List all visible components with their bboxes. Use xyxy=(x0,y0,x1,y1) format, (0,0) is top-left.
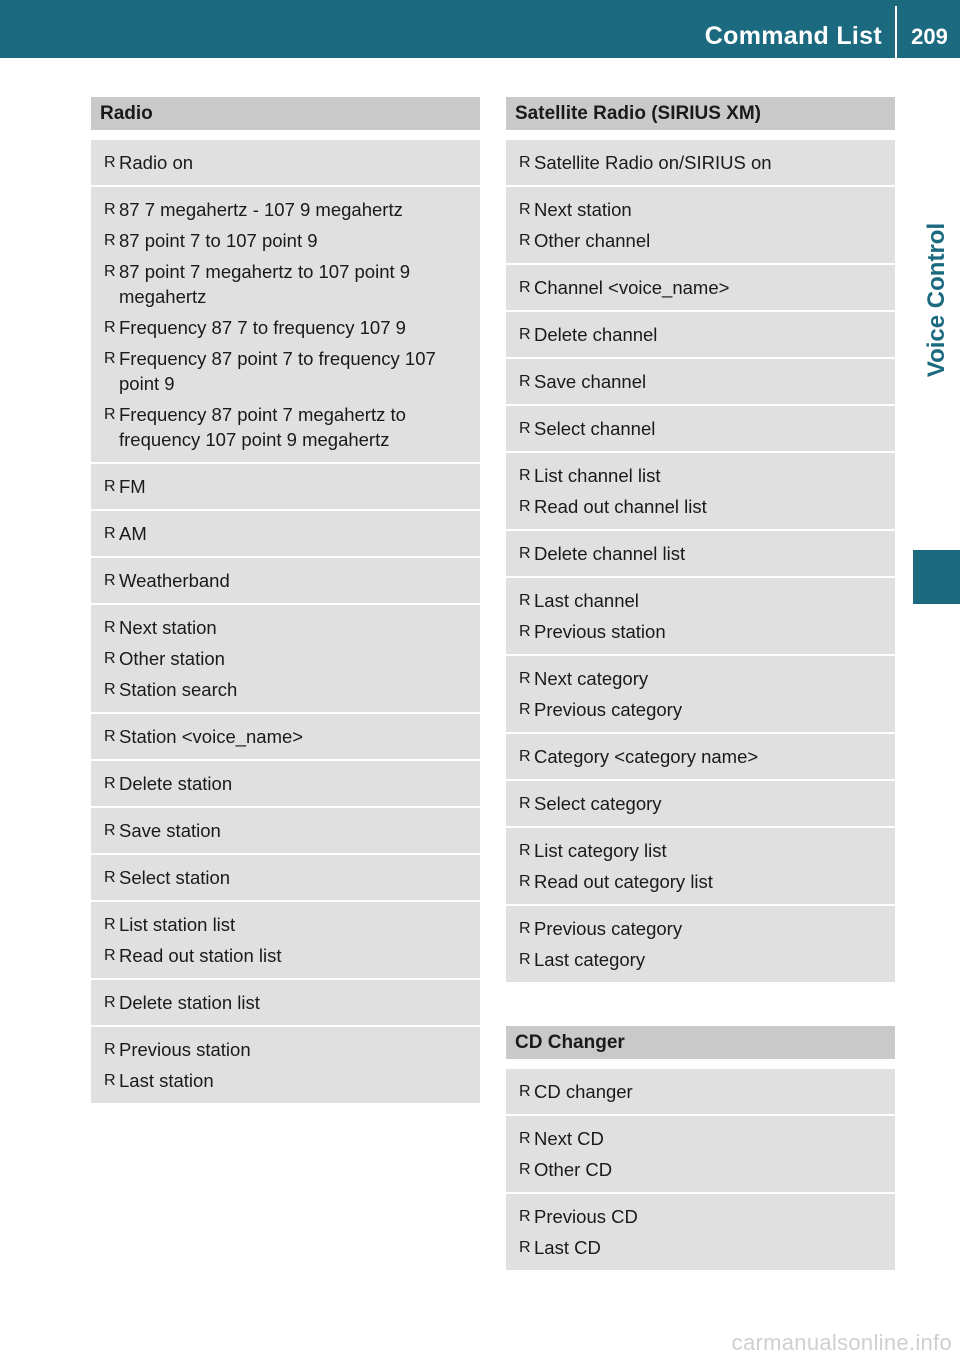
command-group xyxy=(91,714,480,759)
command-item: R FM xyxy=(104,474,468,499)
command-item: R CD changer xyxy=(519,1079,883,1104)
command-item: R Weatherband xyxy=(104,568,468,593)
command-item: R Save channel xyxy=(519,369,883,394)
command-item: R Station <voice_name> xyxy=(104,724,468,749)
command-group xyxy=(91,855,480,900)
command-item: R Select category xyxy=(519,791,883,816)
command-group xyxy=(506,312,895,357)
command-item: R Save station xyxy=(104,818,468,843)
command-item: R Select channel xyxy=(519,416,883,441)
command-group xyxy=(91,511,480,556)
command-item: R AM xyxy=(104,521,468,546)
command-group xyxy=(506,1116,895,1192)
command-item: R 87 point 7 to 107 point 9 xyxy=(104,228,468,253)
command-item: R Channel <voice_name> xyxy=(519,275,883,300)
command-group xyxy=(91,1027,480,1103)
command-item: R Other channel xyxy=(519,228,883,253)
command-item: R List station list xyxy=(104,912,468,937)
command-item: R Frequency 87 point 7 to frequency 107 point 9 xyxy=(104,346,468,396)
command-item: R Select station xyxy=(104,865,468,890)
section-heading: Satellite Radio (SIRIUS XM) xyxy=(506,97,895,130)
command-group xyxy=(506,406,895,451)
command-item: R Last category xyxy=(519,947,883,972)
command-group xyxy=(91,558,480,603)
command-item: R Previous station xyxy=(519,619,883,644)
side-tab-label: Voice Control xyxy=(923,222,950,378)
command-group xyxy=(91,464,480,509)
footer-watermark: carmanualsonline.info xyxy=(731,1330,952,1355)
command-item: R List category list xyxy=(519,838,883,863)
command-item: R Previous category xyxy=(519,697,883,722)
command-group xyxy=(506,531,895,576)
command-item: R Read out category list xyxy=(519,869,883,894)
right-column xyxy=(506,97,895,1314)
command-item: R 87 7 megahertz - 107 9 megahertz xyxy=(104,197,468,222)
command-group xyxy=(506,781,895,826)
left-column xyxy=(91,97,480,1147)
command-group xyxy=(506,578,895,654)
command-item: R List channel list xyxy=(519,463,883,488)
command-item: R Category <category name> xyxy=(519,744,883,769)
command-item: R Next station xyxy=(104,615,468,640)
command-group xyxy=(506,906,895,982)
command-item: R Read out station list xyxy=(104,943,468,968)
command-group xyxy=(506,1069,895,1114)
command-item: R Station search xyxy=(104,677,468,702)
command-item: R Radio on xyxy=(104,150,468,175)
section-heading: CD Changer xyxy=(506,1026,895,1059)
command-item: R Delete station list xyxy=(104,990,468,1015)
command-item: R Previous station xyxy=(104,1037,468,1062)
command-section xyxy=(506,97,895,982)
page-title: Command List xyxy=(704,22,882,50)
command-item: R Delete channel xyxy=(519,322,883,347)
command-item: R Last channel xyxy=(519,588,883,613)
command-section xyxy=(91,97,480,1103)
command-group xyxy=(91,187,480,462)
command-group xyxy=(506,265,895,310)
command-item: R Other station xyxy=(104,646,468,671)
command-item: R 87 point 7 megahertz to 107 point 9 megahertz xyxy=(104,259,468,309)
command-item: R Satellite Radio on/SIRIUS on xyxy=(519,150,883,175)
command-group xyxy=(91,140,480,185)
command-group xyxy=(506,359,895,404)
command-group xyxy=(506,828,895,904)
command-group xyxy=(506,1194,895,1270)
command-item: R Previous category xyxy=(519,916,883,941)
command-item: R Frequency 87 point 7 megahertz to frequency 107 point 9 megahertz xyxy=(104,402,468,452)
command-item: R Other CD xyxy=(519,1157,883,1182)
command-group xyxy=(506,140,895,185)
side-tab-marker xyxy=(913,550,960,604)
header-divider xyxy=(895,6,897,58)
command-group xyxy=(91,980,480,1025)
command-item: R Frequency 87 7 to frequency 107 9 xyxy=(104,315,468,340)
command-section xyxy=(506,1026,895,1270)
command-group xyxy=(506,656,895,732)
command-group xyxy=(506,187,895,263)
command-group xyxy=(91,808,480,853)
command-item: R Last CD xyxy=(519,1235,883,1260)
command-item: R Next CD xyxy=(519,1126,883,1151)
command-group xyxy=(506,453,895,529)
command-item: R Last station xyxy=(104,1068,468,1093)
command-group xyxy=(91,902,480,978)
command-item: R Next category xyxy=(519,666,883,691)
command-item: R Delete channel list xyxy=(519,541,883,566)
command-group xyxy=(91,605,480,712)
command-item: R Read out channel list xyxy=(519,494,883,519)
command-item: R Delete station xyxy=(104,771,468,796)
section-heading: Radio xyxy=(91,97,480,130)
command-item: R Next station xyxy=(519,197,883,222)
command-group xyxy=(506,734,895,779)
command-item: R Previous CD xyxy=(519,1204,883,1229)
command-group xyxy=(91,761,480,806)
page-number: 209 xyxy=(911,24,948,49)
